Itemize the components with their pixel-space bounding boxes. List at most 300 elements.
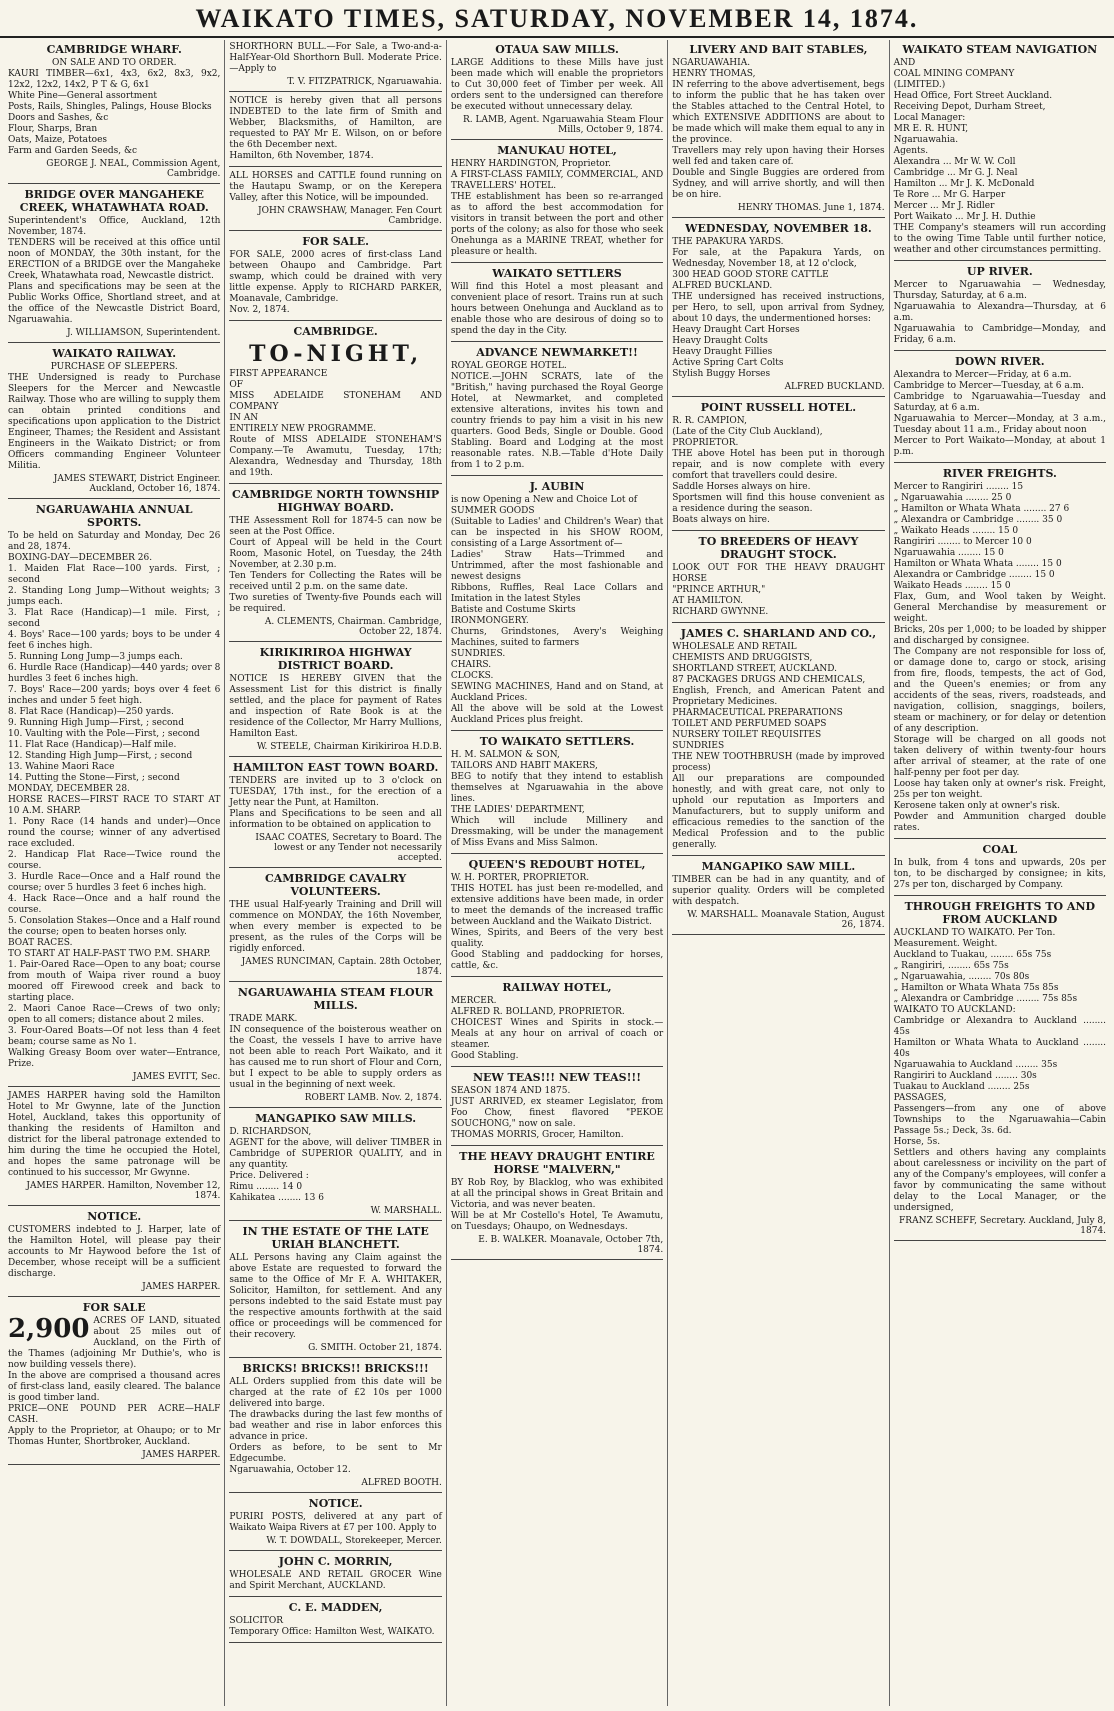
ad-line: Heavy Draught Cart Horses [672,325,800,335]
advertisement [894,265,1106,346]
advertisement [229,325,441,479]
ad-signature: JOHN CRAWSHAW, Manager. Fen Court Cambridge. [258,206,442,226]
ad-signature: JAMES EVITT, Sec. [132,1072,221,1082]
ad-line: 12. Standing High Jump—First, ; second [8,751,193,761]
ad-line: THE Company's steamers will run according to the owing Time Table until further notice, weather and other circumstances permitting. [893,223,1107,255]
divider-rule [894,350,1106,351]
ad-line: D. RICHARDSON, [229,1127,312,1137]
ad-line: (Suitable to Ladies' and Children's Wear) that can be inspected in his SHOW ROOM, consisting of a Large Assortment of— [450,517,664,549]
ad-line: Powder and Ammunition charged double rates. [893,812,1107,833]
ad-heading: FOR SALE. [302,235,369,248]
ad-line: Head Office, Fort Street Auckland. [893,91,1053,101]
ad-line: Kerosene taken only at owner's risk. [893,801,1060,811]
ad-signature: W. MARSHALL. [370,1206,442,1216]
ad-signature: J. WILLIAMSON, Superintendent. [67,328,221,338]
ad-line: Posts, Rails, Shingles, Palings, House Blocks [8,102,212,112]
ad-line: „ Waikato Heads ........ 15 0 [893,526,1019,536]
ad-line: Orders as before, to be sent to Mr Edgecumbe. [229,1443,442,1464]
ad-line: „ Rangiriri, ........ 65s 75s [893,961,1009,971]
ad-line: Passengers—from any one of above Townships to the Ngaruawahia—Cabin Passage 5s.; Deck, 3s. 6d. [893,1104,1107,1136]
ad-heading: NOTICE. [87,1210,142,1223]
ad-line: Cambridge to Mercer—Tuesday, at 6 a.m. [893,381,1085,391]
ad-signature: R. LAMB, Agent. Ngaruawahia Steam Flour Mills, October 9, 1874. [463,115,664,135]
ad-line: THE NEW TOOTHBRUSH (made by improved process) [672,752,885,773]
ad-line: Two sureties of Twenty-five Pounds each will be required. [229,593,442,614]
divider-rule [229,1642,441,1643]
ad-line: MR E. R. HUNT, [893,124,969,134]
divider-rule [894,260,1106,261]
ad-line: MISS ADELAIDE STONEHAM AND COMPANY [229,391,442,412]
ad-line: Alexandra to Mercer—Friday, at 6 a.m. [893,370,1072,380]
ad-line: All the above will be sold at the Lowest Auckland Prices plus freight. [450,704,664,725]
ad-line: 3. Hurdle Race—Once and a Half round the course; over 5 hurdles 3 feet 6 inches high. [8,872,221,893]
advertisement [8,1091,220,1201]
divider-rule [672,855,884,856]
ad-line: JAMES HARPER having sold the Hamilton Hotel to Mr Gwynne, late of the Junction Hotel, Auckland, takes this opportunity of thanking the residents of Hamilton and district for the liberal patronage extended to him during the time he occupied the Hotel, and hopes the same patronage will be continued to his successor, Mr Gwynne. [8,1091,221,1178]
ad-line: JUST ARRIVED, ex steamer Legislator, from Foo Chow, finest flavored "PEKOE SOUCHONG," now on sale. [450,1097,664,1129]
ad-line: Loose hay taken only at owner's risk. Freight, 25s per ton weight. [893,779,1107,800]
ad-line: THE above Hotel has been put in thorough repair, and is now complete with every comfort that travellers could desire. [672,449,885,481]
ad-signature: W. MARSHALL. Moanavale Station, August 26, 1874. [687,910,885,930]
ad-line: Receiving Depot, Durham Street, [893,102,1046,112]
ad-signature: JAMES HARPER. Hamilton, November 12, 1874. [26,1181,221,1201]
ad-line: Ngaruawahia to Alexandra—Thursday, at 6 a.m. [893,302,1107,323]
ad-heading: WAIKATO SETTLERS [492,267,622,280]
advertisement [451,1150,663,1255]
ad-line: Waikato Heads ........ 15 0 [893,581,1011,591]
ad-line: Churns, Grindstones, Avery's Weighing Machines, suited to farmers [450,627,664,648]
ad-line: NOTICE.—JOHN SCRATS, late of the "British," having purchased the Royal George Hotel, at Newmarket, and completed extensive alterations, invites his town and country friends to pay him a visit in his new quarters. Good Beds, Single or Double. Good Stabling. Board and Lodging at the most reasonable rates. N.B.—Table d'Hote Daily from 1 to 2 p.m. [450,372,664,470]
ad-line: Rangiriri to Auckland ........ 30s [893,1071,1037,1081]
ad-line: COAL MINING COMPANY [893,69,1015,79]
advertisement [451,735,663,849]
ad-line: Alexandra ... Mr W. W. Coll [893,157,1016,167]
ad-signature: A. CLEMENTS, Chairman. Cambridge, October 22, 1874. [264,617,442,637]
ad-line: SEASON 1874 AND 1875. [450,1086,571,1096]
ad-line: Bricks, 20s per 1,000; to be loaded by shipper and discharged by consignee. [893,625,1107,646]
ad-signature: G. SMITH. October 21, 1874. [308,1343,442,1353]
ad-line: Ngaruawahia to Auckland ........ 35s [893,1060,1058,1070]
ad-line: „ Alexandra or Cambridge ........ 75s 85s [893,994,1078,1004]
ad-line: Court of Appeal will be held in the Court Room, Masonic Hotel, on Tuesday, the 24th November, at 2.30 p.m. [229,538,442,570]
ad-line: 300 HEAD GOOD STORE CATTLE [672,270,829,280]
ad-line: FOR SALE, 2000 acres of first-class Land between Ohaupo and Cambridge. Part swamp, which could be drained with very little expense. Apply to RICHARD PARKER, Moanavale, Cambridge. [229,250,442,304]
ad-line: Stylish Buggy Horses [672,369,771,379]
ad-line: Doors and Sashes, &c [8,113,109,123]
ad-line: Nov. 2, 1874. [229,305,290,315]
ad-line: English, French, and American Patent and Proprietary Medicines. [672,686,885,707]
ad-line: CLOCKS. [450,671,494,681]
advertisement [229,1362,441,1488]
ad-line: „ Hamilton or Whata Whata 75s 85s [893,983,1059,993]
divider-rule [451,262,663,263]
ad-line: Rangiriri ........ to Mercer 10 0 [893,537,1032,547]
ad-line: MERCER. [450,996,497,1006]
ad-line: 4. Hack Race—Once and a half round the course. [8,894,221,915]
ad-line: All our preparations are compounded honestly, and with great care, not only to uphold our reputation as Importers and Manufacturers, but to supply uniform and efficacious remedies to the sanction of the Medical Profession and to the public generally. [672,774,885,850]
ad-line: Ngaruawahia to Cambridge—Monday, and Friday, 6 a.m. [893,324,1107,345]
ad-line: WHOLESALE AND RETAIL [672,642,797,652]
advertisement [894,843,1106,891]
ad-line: AND [893,58,916,68]
ad-line: White Pine—General assortment [8,91,158,101]
ad-heading: WAIKATO STEAM NAVIGATION [902,43,1098,56]
ad-line: Saddle Horses always on hire. [672,482,811,492]
ad-signature: JAMES RUNCIMAN, Captain. 28th October, 1874. [241,957,442,977]
ad-heading: J. AUBIN [529,480,585,493]
ad-heading: KIRIKIRIROA HIGHWAY DISTRICT BOARD. [259,646,412,672]
ad-line: In the above are comprised a thousand acres of first-class land, easily cleared. The balance is good timber land. [8,1371,221,1403]
ad-heading: THROUGH FREIGHTS TO AND FROM AUCKLAND [904,900,1096,926]
ad-line: SUNDRIES. [450,649,506,659]
ad-line: ALL HORSES and CATTLE found running on the Hautapu Swamp, or on the Kerepera Valley, after this Notice, will be impounded. [229,171,442,203]
divider-rule [672,396,884,397]
divider-rule [229,166,441,167]
advertisement [229,872,441,977]
ad-heading: CAMBRIDGE NORTH TOWNSHIP HIGHWAY BOARD. [232,488,440,514]
advertisement [229,1601,441,1638]
ad-signature: E. B. WALKER. Moanavale, October 7th, 1874. [478,1235,664,1255]
ad-signature: ISAAC COATES, Secretary to Board. The lowest or any Tender not necessarily accepted. [255,833,442,863]
ad-line: Flax, Gum, and Wool taken by Weight. General Merchandise by measurement or weight. [893,592,1107,624]
ad-line: IN referring to the above advertisement, begs to inform the public that he has taken over the Stables attached to the Central Hotel, to which EXTENSIVE ADDITIONS are about to be made which will make them equal to any in the province. [672,80,885,145]
ad-line: IRONMONGERY. [450,616,529,626]
ad-line: 1. Pair-Oared Race—Open to any boat; course from mouth of Waipa river round a buoy moored off Firewood creek and back to starting place. [8,960,221,1003]
ad-signature: ROBERT LAMB. Nov. 2, 1874. [304,1093,442,1103]
ad-line: THE Undersigned is ready to Purchase Sleepers for the Mercer and Newcastle Railway. Those who are willing to supply them can obtain printed conditions and specifications upon application to the District Engineer, Thames; the Resident and Assistant Engineers in the Waikato District; or from Officers commanding Engineer Volunteer Militia. [8,373,221,471]
ad-line: THE establishment has been so re-arranged as to afford the best accommodation for visitors in transit between the port and other ports of the colony; as also for those who seek Onehunga as a MARINE TREAT, whether for pleasure or health. [450,192,664,257]
divider-rule [229,1107,441,1108]
ad-line: Will find this Hotel a most pleasant and convenient place of resort. Trains run at such hours between Onehunga and Auckland as to enable those who are desirous of doing so to spend the day in the City. [450,282,664,336]
ad-heading: WEDNESDAY, NOVEMBER 18. [685,222,872,235]
divider-rule [451,1145,663,1146]
ad-signature: JAMES HARPER. [142,1282,221,1292]
ad-line: PROPRIETOR. [672,438,739,448]
divider-rule [229,1550,441,1551]
ad-line: "PRINCE ARTHUR," [672,585,766,595]
divider-rule [229,641,441,642]
ad-line: Double and Single Buggies are ordered from Sydney, and will arrive shortly, and will then be on hire. [672,168,885,200]
ad-line: Cambridge or Alexandra to Auckland ........ 45s [893,1016,1107,1037]
ad-line: 3. Flat Race (Handicap)—1 mile. First, ; second [8,608,221,629]
ad-heading: MANUKAU HOTEL, [497,144,617,157]
ad-heading: NGARUAWAHIA ANNUAL SPORTS. [35,503,193,529]
divider-rule [229,483,441,484]
ad-heading: CAMBRIDGE CAVALRY VOLUNTEERS. [264,872,407,898]
ad-line: THE Assessment Roll for 1874-5 can now be seen at the Post Office. [229,516,442,537]
column-5 [890,40,1110,1706]
ad-line: Flour, Sharps, Bran [8,124,98,134]
ad-line: Mercer ... Mr J. Ridler [893,201,995,211]
ad-heading: BRICKS! BRICKS!! BRICKS!!! [242,1362,429,1375]
ad-line: SEWING MACHINES, Hand and on Stand, at Auckland Prices. [450,682,664,703]
ad-line: RICHARD GWYNNE. [672,607,769,617]
divider-rule [672,934,884,935]
divider-rule [672,530,884,531]
advertisement [229,761,441,863]
advertisement [229,42,441,87]
ad-line: PHARMACEUTICAL PREPARATIONS [672,708,843,718]
ad-line: Which will include Millinery and Dressmaking, will be under the management of Miss Evans and Miss Salmon. [450,816,664,848]
divider-rule [8,342,220,343]
ad-heading: RAILWAY HOTEL, [502,981,612,994]
ad-heading: ADVANCE NEWMARKET!! [476,346,638,359]
ad-line: Ngaruawahia ........ 15 0 [893,548,1004,558]
ad-line: Active Spring Cart Colts [672,358,784,368]
ad-signature: FRANZ SCHEFF, Secretary. Auckland, July 8, 1874. [899,1216,1107,1236]
ad-line: AGENT for the above, will deliver TIMBER in Cambridge of SUPERIOR QUALITY, and in any quantity. [229,1138,442,1170]
ad-line: Batiste and Costume Skirts [450,605,576,615]
ad-line: 87 PACKAGES DRUGS AND CHEMICALS, [672,675,866,685]
ad-signature: JAMES HARPER. [142,1450,221,1460]
ad-line: ROYAL GEORGE HOTEL. [450,361,567,371]
advertisement [8,503,220,1082]
ad-line: „ Ngaruawahia ........ 25 0 [893,493,1012,503]
ad-line: Cambridge ... Mr G. J. Neal [893,168,1018,178]
ad-line: Auckland to Tuakau, ........ 65s 75s [893,950,1052,960]
ad-line: Will be at Mr Costello's Hotel, Te Awamutu, on Tuesdays; Ohaupo, on Wednesdays. [450,1211,664,1232]
ad-line: NOTICE IS HEREBY GIVEN that the Assessment List for this district is finally settled, and the place for payment of Rates and inspection of Rate Book is at the residence of the Collector, Mr Harry Mullions, Hamilton East. [229,674,442,739]
advertisement [894,355,1106,458]
ad-line: Sportsmen will find this house convenient as a residence during the season. [672,493,885,514]
advertisement [672,401,884,526]
ad-line: W. H. PORTER, PROPRIETOR. [450,873,590,883]
ad-line: Ribbons, Ruffles, Real Lace Collars and Imitation in the latest Styles [450,583,664,604]
ad-line: LARGE Additions to these Mills have just been made which will enable the proprietors to Cut 30,000 feet of Timber per week. All orders sent to the undersigned can therefore be executed without unnecessary delay. [450,58,664,112]
ad-line: Wines, Spirits, and Beers of the very best quality. [450,928,664,949]
advertisement [229,488,441,637]
ad-heading: WAIKATO RAILWAY. [52,347,177,360]
ad-line: Plans and specifications may be seen at the Public Works Office, Shortland street, and at the office of the Newcastle District Board, Ngaruawahia. [8,282,221,325]
ad-line: Mercer to Ngaruawahia — Wednesday, Thursday, Saturday, at 6 a.m. [893,280,1107,301]
ad-line: WHOLESALE AND RETAIL GROCER Wine and Spirit Merchant, AUCKLAND. [229,1570,442,1591]
ad-line: BOXING-DAY—DECEMBER 26. [8,553,153,563]
ad-line: is now Opening a New and Choice Lot of [450,495,638,505]
advertisement [229,646,441,752]
advertisement [8,1210,220,1292]
ad-line: Walking Greasy Boom over water—Entrance, Prize. [8,1048,221,1069]
ad-heading: THE HEAVY DRAUGHT ENTIRE HORSE "MALVERN," [459,1150,655,1176]
ad-line: Te Rore ... Mr G. Harper [893,190,1006,200]
divider-rule [894,838,1106,839]
ad-line: 5. Running Long Jump—3 jumps each. [8,652,183,662]
ad-line: Settlers and others having any complaints about carelessness or incivility on the part of any of the Company's employees, will confer a favor by communicating the same without delay to the Local Manager, or the undersigned, [893,1148,1107,1213]
ad-line: „ Hamilton or Whata Whata ........ 27 6 [893,504,1070,514]
ad-line: Ngaruawahia to Mercer—Monday, at 3 a.m., Tuesday about 11 a.m., Friday about noon [893,414,1107,435]
ad-line: TENDERS are invited up to 3 o'clock on TUESDAY, 17th inst., for the erection of a Jetty near the Punt, at Hamilton. [229,776,442,808]
ad-line: Farm and Garden Seeds, &c [8,146,138,156]
ad-line: „ Ngaruawahia, ........ 70s 80s [893,972,1030,982]
ad-line: Hamilton, 6th November, 1874. [229,151,374,161]
ad-line: NGARUAWAHIA. [672,58,751,68]
ad-line: R. R. CAMPION, [672,416,747,426]
divider-rule [229,320,441,321]
ad-line: THE undersigned has received instructions, per Hero, to sell, upon arrival from Sydney, about 10 days, the undermentioned horses: [672,292,885,324]
divider-rule [672,217,884,218]
ad-line: BOAT RACES. [8,938,73,948]
ad-line: HENRY HARDINGTON, Proprietor. [450,159,612,169]
divider-rule [229,756,441,757]
advertisement [451,858,663,972]
ad-line: Heavy Draught Colts [672,336,768,346]
ad-line: MONDAY, DECEMBER 28. [8,784,130,794]
ad-line: SOLICITOR [229,1616,284,1626]
ad-signature: W. T. DOWDALL, Storekeeper, Mercer. [266,1536,442,1546]
ad-signature: T. V. FITZPATRICK, Ngaruawahia. [287,77,442,87]
columns [4,40,1110,1706]
divider-rule [451,976,663,977]
advertisement [229,235,441,316]
advertisement [229,171,441,226]
ad-line: ALL Orders supplied from this date will be charged at the rate of £2 10s per 1000 delivered into barge. [229,1377,442,1409]
advertisement [672,627,884,851]
divider-rule [451,341,663,342]
divider-rule [451,853,663,854]
divider-rule [8,1086,220,1087]
ad-line: Mercer to Rangiriri ........ 15 [893,482,1024,492]
ad-line: Measurement. Weight. [893,939,998,949]
divider-rule [229,91,441,92]
divider-rule [8,1296,220,1297]
ad-line: NURSERY TOILET REQUISITES [672,730,822,740]
ad-line: Storage will be charged on all goods not taken delivery of within twenty-four hours after arrival of steamer, at the rate of one half-penny per foot per day. [893,735,1107,778]
ad-signature: JAMES STEWART, District Engineer. Auckland, October 16, 1874. [53,474,221,494]
ad-line: PRICE—ONE POUND PER ACRE—HALF CASH. [8,1404,221,1425]
divider-rule [894,895,1106,896]
ad-line: 5. Consolation Stakes—Once and a Half round the course; open to beaten horses only. [8,916,221,937]
divider-rule [451,475,663,476]
ad-line: CHOICEST Wines and Spirits in stock.—Meals at any hour on arrival of coach or steamer. [450,1018,664,1050]
ad-line: 11. Flat Race (Handicap)—Half mile. [8,740,177,750]
ad-line: AT HAMILTON. [672,596,743,606]
ad-heading: C. E. MADDEN, [288,1601,383,1614]
divider-rule [894,1240,1106,1241]
divider-rule [894,462,1106,463]
ad-line: Boats always on hire. [672,515,770,525]
ad-heading: JAMES C. SHARLAND AND CO., [680,627,877,640]
ad-line: (Late of the City Club Auckland), [672,427,823,437]
advertisement [672,860,884,930]
ad-line: THE PAPAKURA YARDS. [672,237,784,247]
divider-rule [229,230,441,231]
ad-subheading: PURCHASE OF SLEEPERS. [50,362,178,372]
advertisement [229,1112,441,1216]
ad-signature: ALFRED BUCKLAND. [784,382,885,392]
ad-line: Temporary Office: Hamilton West, WAIKATO. [229,1627,435,1637]
ad-line: To be held on Saturday and Monday, Dec 26 and 28, 1874. [8,531,221,552]
ad-line: THIS HOTEL has just been re-modelled, and extensive additions have been made, in order to meet the demands of the increased traffic between Auckland and the Waikato District. [450,884,664,927]
ad-line: 9. Running High Jump—First, ; second [8,718,184,728]
ad-heading: BRIDGE OVER MANGAHEKE CREEK, WHATAWHATA ROAD. [19,188,209,214]
ad-line: Local Manager: [893,113,966,123]
advertisement [229,1225,441,1353]
ad-heading: TO WAIKATO SETTLERS. [479,735,635,748]
divider-rule [451,730,663,731]
advertisement [451,480,663,726]
ad-heading: CAMBRIDGE. [293,325,378,338]
ad-line: Travellers may rely upon having their Horses well fed and taken care of. [672,146,885,167]
ad-line: Ladies' Straw Hats—Trimmed and Untrimmed, after the most fashionable and newest designs [450,550,664,582]
ad-banner: TO-NIGHT, [249,341,423,367]
ad-line: OF [229,380,244,390]
ad-line: IN consequence of the boisterous weather on the Coast, the vessels I have to arrive have not been able to reach Port Waikato, and it has caused me to run short of Flour and Corn, but I expect to be able to supply orders as usual in the beginning of next week. [229,1025,442,1090]
ad-line: Horse, 5s. [893,1137,941,1147]
ad-line: HORSE RACES—FIRST RACE TO START AT 10 A.M. SHARP. [8,795,221,816]
ad-line: ALFRED BUCKLAND. [672,281,773,291]
ad-line: CHAIRS. [450,660,492,670]
advertisement [8,1301,220,1460]
ad-line: Ngaruawahia. [893,135,959,145]
ad-line: 6. Hurdle Race (Handicap)—440 yards; over 8 hurdles 3 feet 6 inches high. [8,663,221,684]
ad-line: Mercer to Port Waikato—Monday, at about 1 p.m. [893,436,1107,457]
ad-signature: HENRY THOMAS. June 1, 1874. [737,203,885,213]
advertisement [229,986,441,1103]
ad-line: Superintendent's Office, Auckland, 12th November, 1874. [8,216,221,237]
ad-line: TENDERS will be received at this office until noon of MONDAY, the 30th instant, for the ERECTION of a BRIDGE over the Mangaheke Creek, Whatawhata road, Newcastle district. [8,238,221,281]
ad-line: Heavy Draught Fillies [672,347,773,357]
ad-line: 2. Handicap Flat Race—Twice round the course. [8,850,221,871]
ad-line: THE usual Half-yearly Training and Drill will commence on MONDAY, the 16th November, when every member is expected to be present, as the rules of the Corps will be rigidly enforced. [229,900,442,954]
advertisement [451,346,663,471]
ad-heading: QUEEN'S REDOUBT HOTEL, [468,858,646,871]
ad-line: LOOK OUT FOR THE HEAVY DRAUGHT HORSE [672,563,885,584]
ad-line: CHEMISTS AND DRUGGISTS, [672,653,813,663]
ad-line: 1. Pony Race (14 hands and under)—Once round the course; winner of any advertised race excluded. [8,817,221,849]
divider-rule [229,1357,441,1358]
ad-line: IN AN [229,413,259,423]
ad-line: 2. Maori Canoe Race—Crews of two only; open to all comers; distance about 2 miles. [8,1004,221,1025]
divider-rule [229,1596,441,1597]
ad-line: ALFRED R. BOLLAND, PROPRIETOR. [450,1007,625,1017]
advertisement [229,1497,441,1546]
advertisement [672,43,884,213]
ad-line: Cambridge to Ngaruawahia—Tuesday and Saturday, at 6 a.m. [893,392,1107,413]
divider-rule [451,1259,663,1260]
ad-line: Good Stabling and paddocking for horses, cattle, &c. [450,950,664,971]
ad-signature: ALFRED BOOTH. [361,1478,442,1488]
advertisement [894,467,1106,834]
advertisement [229,1555,441,1592]
masthead [0,0,1114,38]
ad-heading: POINT RUSSELL HOTEL. [700,401,857,414]
divider-rule [229,981,441,982]
ad-line: 7. Boys' Race—200 yards; boys over 4 feet 6 inches and under 5 feet high. [8,685,221,706]
ad-line: In bulk, from 4 tons and upwards, 20s per ton, to be discharged by consignee; in kits, 27s per ton, discharged by Company. [893,858,1107,890]
ad-line: WAIKATO TO AUCKLAND: [893,1005,1016,1015]
divider-rule [229,867,441,868]
ad-heading: OTAUA SAW MILLS. [495,43,619,56]
ad-line: Tuakau to Auckland ........ 25s [893,1082,1030,1092]
divider-rule [8,1205,220,1206]
divider-rule [229,1492,441,1493]
masthead-title: WAIKATO TIMES, SATURDAY, NOVEMBER 14, 1874. [195,4,919,33]
ad-line: „ Alexandra or Cambridge ........ 35 0 [893,515,1063,525]
ad-line: THOMAS MORRIS, Grocer, Hamilton. [450,1130,624,1140]
ad-line: ACRES OF LAND, situated about 25 miles out of Auckland, on the Firth of the Thames (adjoining Mr Duthie's, who is now building vessels there). [8,1316,221,1370]
ad-line: (LIMITED.) [893,80,946,90]
ad-line: Oats, Maize, Potatoes [8,135,108,145]
ad-heading: DOWN RIVER. [955,355,1045,368]
ad-line: KAURI TIMBER—6x1, 4x3, 6x2, 8x3, 9x2, 12x2, 12x2, 14x2, P T & G, 6x1 [8,69,221,90]
ad-line: The drawbacks during the last few months of bad weather and rise in labor enforces this advance in price. [229,1410,442,1442]
column-3 [447,40,668,1706]
divider-rule [451,139,663,140]
ad-line: BY Rob Roy, by Blacklog, who was exhibited at all the principal shows in Great Britain and Victoria, and was never beaten. [450,1178,664,1210]
ad-line: Rimu ........ 14 0 [229,1182,303,1192]
ad-line: THE LADIES' DEPARTMENT, [450,805,585,815]
ad-line: Kahikatea ........ 13 6 [229,1193,324,1203]
ad-line: CUSTOMERS indebted to J. Harper, late of the Hamilton Hotel, will please pay their accounts to Mr Haywood before the 1st of December, whose receipt will be a sufficient discharge. [8,1225,221,1279]
